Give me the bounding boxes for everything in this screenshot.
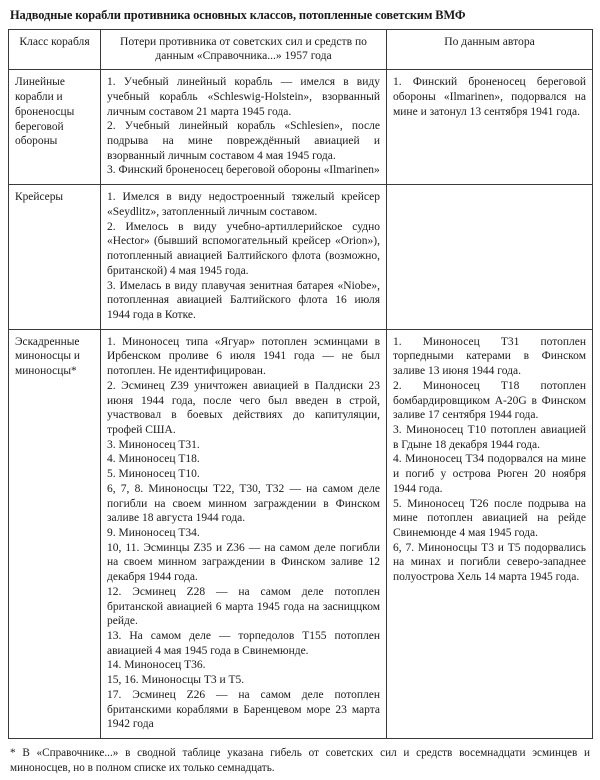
column-header-class: Класс корабля — [9, 29, 101, 69]
table-header — [9, 29, 593, 69]
row-author-cruisers — [387, 185, 593, 329]
table-row — [9, 185, 593, 329]
row-class-battleships: Линейные корабли и броненосцы береговой обороны — [9, 70, 101, 185]
table-row — [9, 329, 593, 738]
table-header-row — [9, 29, 593, 69]
page-title: Надводные корабли противника основных классов, потопленные советским ВМФ — [10, 8, 466, 22]
losses-table — [8, 29, 593, 739]
row-reference-destroyers: 1. Миноносец типа «Ягуар» потоплен эсминцами в Ирбенском проливе 6 июля 1941 года — не был потоплен. Не идентифицирован. 2. Эсминец Z39 уничтожен авиацией в Палдиски 23 июня 1944 года, после чего был введен в строй, участвовал в боевых действиях до капитуляции, трофей США. 3. Миноносец T31. 4. Миноносец T18. 5. Миноносец T10. 6, 7, 8. Миноносцы T22, T30, T32 — на самом деле погибли на своем минном заграждении в Финском заливе 18 августа 1944 года. 9. Миноносец T34. 10, 11. Эсминцы Z35 и Z36 — на самом деле погибли на своем минном заграждении в Финском заливе 12 декабря 1944 года. 12. Эсминец Z28 — на самом деле потоплен британской авиацией 6 марта 1945 года на засниццком рейде. 13. На самом деле — торпедолов T155 потоплен авиацией 4 мая 1945 года в Свинемюнде. 14. Миноносец T36. 15, 16. Миноносцы T3 и T5. 17. Эсминец Z26 — на самом деле потоплен британскими кораблями в Баренцевом море 23 марта 1942 года — [101, 329, 387, 738]
row-class-cruisers: Крейсеры — [9, 185, 101, 329]
row-reference-cruisers: 1. Имелся в виду недостроенный тяжелый крейсер «Seydlitz», затопленный личным составом. 2. Имелось в виду учебно-артиллерийское судно «Hector» (бывший вспомогательный крейсер «Orion»), потопленный авиацией Балтийского флота (возможно, британской) 4 мая 1945 года. 3. Имелась в виду плавучая зенитная батарея «Niobe», потопленная авиацией Балтийского флота 16 июля 1944 года в Котке. — [101, 185, 387, 329]
table-footnote: * В «Справочнике...» в сводной таблице указана гибель от советских сил и средств восемнадцати эсминцев и миноносцев, но в полном списке их только семнадцать. — [10, 747, 590, 774]
column-header-reference: Потери противника от советских сил и средств по данным «Справочника...» 1957 года — [101, 29, 387, 69]
table-row — [9, 70, 593, 185]
row-class-destroyers: Эскадренные миноносцы и миноносцы* — [9, 329, 101, 738]
row-author-battleships: 1. Финский броненосец береговой обороны «Ilmarinen», подорвался на мине и затонул 13 сентября 1941 года. — [387, 70, 593, 185]
table-body — [9, 70, 593, 739]
column-header-author: По данным автора — [387, 29, 593, 69]
row-author-destroyers: 1. Миноносец T31 потоплен торпедными катерами в Финском заливе 13 июня 1944 года. 2. Миноносец T18 потоплен бомбардировщиком А-20G в Финском заливе 17 сентября 1944 года. 3. Миноносец T10 потоплен авиацией в Гдыне 18 декабря 1944 года. 4. Миноносец T34 подорвался на мине и погиб у острова Рюген 20 ноября 1944 года. 5. Миноносец T26 после подрыва на мине потоплен авиацией на рейде Свинемюнде 4 мая 1945 года. 6, 7. Миноносцы T3 и T5 подорвались на минах и погибли северо-западнее полуострова Хель 14 марта 1945 года. — [387, 329, 593, 738]
row-reference-battleships: 1. Учебный линейный корабль — имелся в виду учебный корабль «Schleswig-Holstein», взорванный личным составом 21 марта 1945 года. 2. Учебный линейный корабль «Schlesien», после подрыва на мине повреждённый авиацией и взорванный личным составом 4 мая 1945 года. 3. Финский броненосец береговой обороны «Ilmarinen» — [101, 70, 387, 185]
